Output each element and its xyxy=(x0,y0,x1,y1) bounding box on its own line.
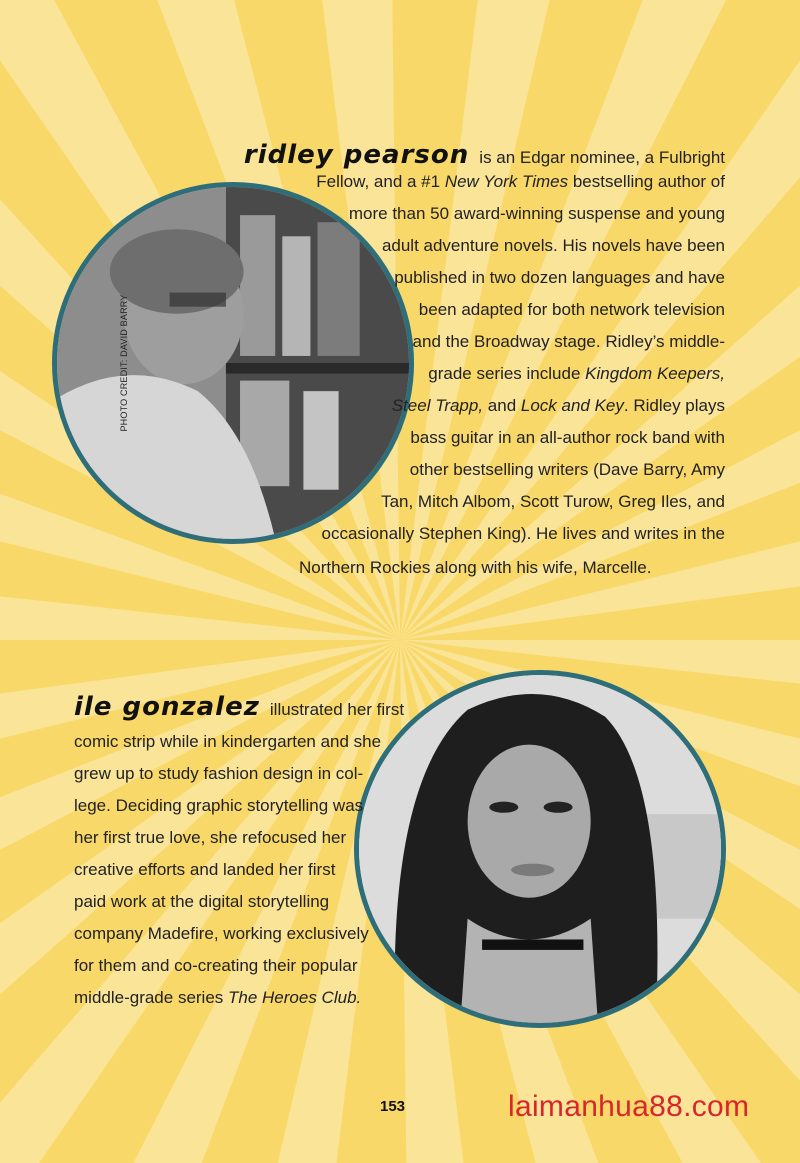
bio-line: bass guitar in an all-author rock band with xyxy=(410,428,725,447)
bio-line: more than 50 award-winning suspense and young xyxy=(348,204,725,223)
bio-line: creative efforts and landed her first xyxy=(74,860,336,879)
bio-line: ile gonzalez illustrated her first xyxy=(74,692,405,722)
bio-line: her first true love, she refocused her xyxy=(74,828,347,847)
bio-line: paid work at the digital storytelling xyxy=(74,892,330,911)
bio-line: adult adventure novels. His novels have been xyxy=(381,236,725,255)
ridley-pearson-photo xyxy=(52,182,414,544)
bio-line: occasionally Stephen King). He lives and writes in the xyxy=(321,524,725,543)
bio-line: grade series include Kingdom Keepers, xyxy=(428,364,725,383)
bio-line: published in two dozen languages and have xyxy=(394,268,725,287)
bio-line: Northern Rockies along with his wife, Marcelle. xyxy=(299,558,652,577)
bio-line: lege. Deciding graphic storytelling was xyxy=(74,796,364,815)
bio-line: other bestselling writers (Dave Barry, Amy xyxy=(409,460,725,479)
bio-line: for them and co-creating their popular xyxy=(74,956,358,975)
bio-line: Tan, Mitch Albom, Scott Turow, Greg Iles, and xyxy=(381,492,725,511)
photo-credit: PHOTO CREDIT: DAVID BARRY xyxy=(119,294,129,432)
author-name: ile gonzalez xyxy=(74,692,270,722)
bio-line: company Madefire, working exclusively xyxy=(74,924,369,943)
bio-line: grew up to study fashion design in col- xyxy=(74,764,364,783)
page-number: 153 xyxy=(380,1098,406,1115)
author-name: ridley pearson xyxy=(243,140,480,170)
watermark: laimanhua88.com xyxy=(508,1090,750,1123)
ile-gonzalez-photo xyxy=(354,670,726,1028)
bio-line: middle-grade series The Heroes Club. xyxy=(74,988,362,1007)
bio-line: Fellow, and a #1 New York Times bestselling author of xyxy=(316,172,725,191)
bio-line: ridley pearson is an Edgar nominee, a Fulbright xyxy=(243,140,725,170)
bio-line: Steel Trapp, and Lock and Key. Ridley plays xyxy=(391,396,725,415)
bio-line: been adapted for both network television xyxy=(418,300,725,319)
bio-line: and the Broadway stage. Ridley’s middle- xyxy=(412,332,725,351)
bio-line: comic strip while in kindergarten and she xyxy=(74,732,382,751)
